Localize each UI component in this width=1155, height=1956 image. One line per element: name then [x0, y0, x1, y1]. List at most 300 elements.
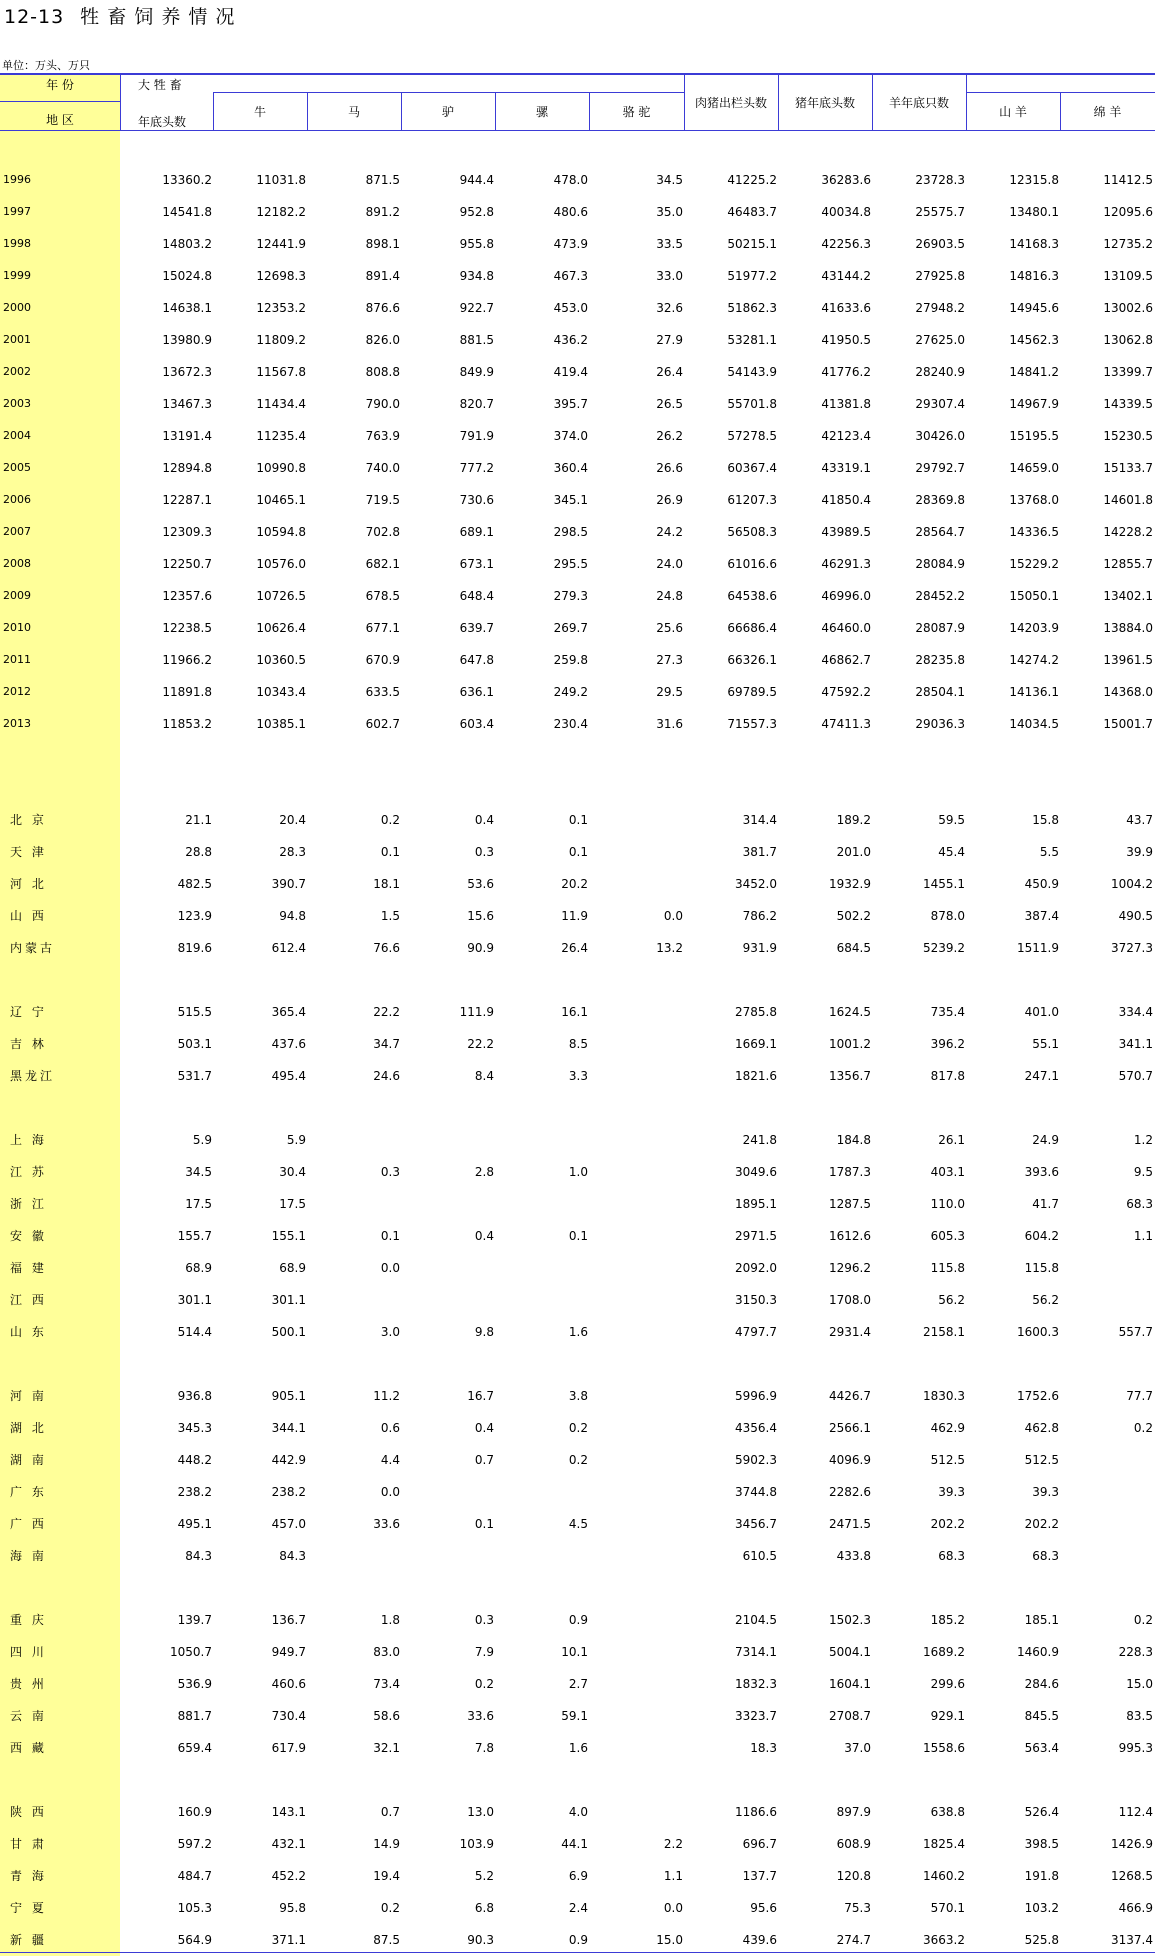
cell-sheep-goats-total: 1689.2 — [923, 1645, 965, 1659]
cell-goats: 15050.1 — [1009, 589, 1059, 603]
region-label: 江 苏 — [10, 1165, 47, 1179]
cell-big-livestock: 14638.1 — [162, 301, 212, 315]
cell-cattle: 10726.5 — [256, 589, 306, 603]
region-label: 吉 林 — [10, 1037, 47, 1051]
cell-hogs-slaughtered: 1832.3 — [735, 1677, 777, 1691]
cell-hogs: 1612.6 — [829, 1229, 871, 1243]
region-label: 天 津 — [10, 845, 47, 859]
cell-mules: 0.2 — [568, 1453, 588, 1467]
cell-horses: 826.0 — [365, 333, 400, 347]
cell-cattle: 612.4 — [271, 941, 306, 955]
cell-mules: 16.1 — [561, 1005, 588, 1019]
cell-mules: 0.1 — [568, 845, 588, 859]
cell-goats: 14967.9 — [1009, 397, 1059, 411]
cell-hogs: 41381.8 — [821, 397, 871, 411]
cell-sheep-goats-total: 28235.8 — [915, 653, 965, 667]
year-label: 1999 — [3, 269, 31, 282]
cell-camels: 33.5 — [656, 237, 683, 251]
cell-horses: 11.2 — [373, 1389, 400, 1403]
cell-hogs: 41850.4 — [821, 493, 871, 507]
cell-hogs-slaughtered: 50215.1 — [727, 237, 777, 251]
cell-donkeys — [404, 1259, 494, 1277]
header-divider-big — [213, 92, 684, 93]
cell-big-livestock: 160.9 — [177, 1805, 212, 1819]
cell-mules: 279.3 — [553, 589, 588, 603]
cell-mules — [498, 1195, 588, 1213]
cell-goats: 398.5 — [1024, 1837, 1059, 1851]
cell-horses: 891.2 — [365, 205, 400, 219]
cell-sheep-goats-total: 23728.3 — [915, 173, 965, 187]
cell-mules: 1.6 — [568, 1741, 588, 1755]
cell-camels: 26.9 — [656, 493, 683, 507]
year-row — [0, 651, 1155, 669]
cell-hogs: 43144.2 — [821, 269, 871, 283]
cell-goats: 14034.5 — [1009, 717, 1059, 731]
cell-camels — [593, 1547, 683, 1565]
cell-mules: 436.2 — [553, 333, 588, 347]
cell-mules: 4.0 — [568, 1805, 588, 1819]
cell-hogs: 2471.5 — [829, 1517, 871, 1531]
cell-hogs: 1787.3 — [829, 1165, 871, 1179]
cell-sheep-goats-total: 25575.7 — [915, 205, 965, 219]
cell-sheep — [1063, 1451, 1153, 1469]
cell-donkeys: 0.2 — [474, 1677, 494, 1691]
cell-big-livestock: 514.4 — [177, 1325, 212, 1339]
cell-sheep: 3137.4 — [1111, 1933, 1153, 1947]
year-label: 2001 — [3, 333, 31, 346]
cell-hogs: 4096.9 — [829, 1453, 871, 1467]
cell-big-livestock: 13467.3 — [162, 397, 212, 411]
cell-hogs-slaughtered: 3049.6 — [735, 1165, 777, 1179]
cell-cattle: 12353.2 — [256, 301, 306, 315]
cell-horses: 33.6 — [373, 1517, 400, 1531]
cell-goats: 24.9 — [1032, 1133, 1059, 1147]
header-sheep-year-end: 羊年底只数 — [888, 96, 949, 110]
cell-camels — [593, 1067, 683, 1085]
cell-sheep-goats-total: 878.0 — [930, 909, 965, 923]
cell-goats: 512.5 — [1024, 1453, 1059, 1467]
cell-sheep-goats-total: 29792.7 — [915, 461, 965, 475]
cell-hogs: 684.5 — [836, 941, 871, 955]
table-title: 牲 畜 饲 养 情 况 — [80, 6, 236, 28]
cell-sheep-goats-total: 30426.0 — [915, 429, 965, 443]
cell-sheep — [1063, 1291, 1153, 1309]
cell-goats: 1511.9 — [1017, 941, 1059, 955]
cell-mules: 1.6 — [568, 1325, 588, 1339]
cell-cattle: 95.8 — [279, 1901, 306, 1915]
cell-cattle: 437.6 — [271, 1037, 306, 1051]
cell-sheep: 1268.5 — [1111, 1869, 1153, 1883]
cell-goats: 12315.8 — [1009, 173, 1059, 187]
cell-camels: 0.0 — [663, 909, 683, 923]
cell-goats: 563.4 — [1024, 1741, 1059, 1755]
cell-cattle: 10343.4 — [256, 685, 306, 699]
cell-hogs: 1356.7 — [829, 1069, 871, 1083]
cell-hogs: 201.0 — [836, 845, 871, 859]
region-row — [0, 1003, 1155, 1021]
cell-hogs: 2566.1 — [829, 1421, 871, 1435]
cell-sheep: 14228.2 — [1103, 525, 1153, 539]
cell-cattle: 500.1 — [271, 1325, 306, 1339]
year-label: 2004 — [3, 429, 31, 442]
cell-camels — [593, 1131, 683, 1149]
table-number: 12-13 — [4, 6, 65, 28]
cell-camels: 31.6 — [656, 717, 683, 731]
cell-sheep: 13402.1 — [1103, 589, 1153, 603]
cell-goats: 56.2 — [1032, 1293, 1059, 1307]
cell-donkeys: 53.6 — [467, 877, 494, 891]
cell-horses: 678.5 — [365, 589, 400, 603]
cell-cattle: 442.9 — [271, 1453, 306, 1467]
cell-donkeys — [404, 1547, 494, 1565]
cell-sheep: 15.0 — [1126, 1677, 1153, 1691]
cell-hogs-slaughtered: 1669.1 — [735, 1037, 777, 1051]
cell-cattle: 28.3 — [279, 845, 306, 859]
cell-mules: 3.3 — [568, 1069, 588, 1083]
cell-goats: 103.2 — [1024, 1901, 1059, 1915]
cell-donkeys: 111.9 — [459, 1005, 494, 1019]
cell-sheep: 3727.3 — [1111, 941, 1153, 955]
cell-sheep-goats-total: 29036.3 — [915, 717, 965, 731]
cell-hogs: 43319.1 — [821, 461, 871, 475]
cell-mules: 0.2 — [568, 1421, 588, 1435]
year-label: 2002 — [3, 365, 31, 378]
cell-hogs: 189.2 — [836, 813, 871, 827]
cell-sheep-goats-total: 299.6 — [930, 1677, 965, 1691]
cell-camels — [593, 1323, 683, 1341]
cell-hogs-slaughtered: 56508.3 — [727, 525, 777, 539]
cell-mules: 4.5 — [568, 1517, 588, 1531]
cell-goats: 1752.6 — [1017, 1389, 1059, 1403]
cell-sheep — [1063, 1483, 1153, 1501]
cell-big-livestock: 13191.4 — [162, 429, 212, 443]
year-row — [0, 459, 1155, 477]
table-bottom-rule — [0, 1952, 1155, 1953]
cell-sheep: 1004.2 — [1111, 877, 1153, 891]
cell-mules — [498, 1547, 588, 1565]
cell-donkeys: 2.8 — [474, 1165, 494, 1179]
cell-camels: 35.0 — [656, 205, 683, 219]
region-label: 陕 西 — [10, 1805, 47, 1819]
cell-camels: 26.2 — [656, 429, 683, 443]
cell-sheep: 12735.2 — [1103, 237, 1153, 251]
cell-donkeys: 689.1 — [459, 525, 494, 539]
cell-horses: 3.0 — [380, 1325, 400, 1339]
cell-donkeys: 648.4 — [459, 589, 494, 603]
cell-hogs: 40034.8 — [821, 205, 871, 219]
cell-hogs: 41776.2 — [821, 365, 871, 379]
cell-camels — [593, 1611, 683, 1629]
cell-big-livestock: 597.2 — [177, 1837, 212, 1851]
cell-hogs: 502.2 — [836, 909, 871, 923]
region-label: 江 西 — [10, 1293, 47, 1307]
cell-cattle: 11031.8 — [256, 173, 306, 187]
year-row — [0, 619, 1155, 637]
cell-cattle: 17.5 — [279, 1197, 306, 1211]
cell-camels — [593, 1163, 683, 1181]
year-label: 2007 — [3, 525, 31, 538]
cell-camels — [593, 1035, 683, 1053]
cell-horses: 76.6 — [373, 941, 400, 955]
cell-goats: 13768.0 — [1009, 493, 1059, 507]
region-label: 广 东 — [10, 1485, 47, 1499]
region-label: 湖 北 — [10, 1421, 47, 1435]
cell-sheep-goats-total: 59.5 — [938, 813, 965, 827]
cell-sheep: 11412.5 — [1103, 173, 1153, 187]
cell-mules: 2.4 — [568, 1901, 588, 1915]
cell-mules: 59.1 — [561, 1709, 588, 1723]
cell-big-livestock: 5.9 — [192, 1133, 212, 1147]
cell-sheep-goats-total: 1825.4 — [923, 1837, 965, 1851]
cell-horses — [310, 1195, 400, 1213]
cell-sheep: 68.3 — [1126, 1197, 1153, 1211]
cell-sheep: 12855.7 — [1103, 557, 1153, 571]
cell-hogs: 42123.4 — [821, 429, 871, 443]
year-label: 1996 — [3, 173, 31, 186]
cell-big-livestock: 564.9 — [177, 1933, 212, 1947]
cell-hogs-slaughtered: 5996.9 — [735, 1389, 777, 1403]
year-row — [0, 171, 1155, 189]
cell-sheep-goats-total: 28564.7 — [915, 525, 965, 539]
cell-sheep: 570.7 — [1118, 1069, 1153, 1083]
cell-mules: 20.2 — [561, 877, 588, 891]
cell-horses: 34.7 — [373, 1037, 400, 1051]
cell-big-livestock: 12357.6 — [162, 589, 212, 603]
cell-hogs: 2931.4 — [829, 1325, 871, 1339]
cell-sheep-goats-total: 29307.4 — [915, 397, 965, 411]
cell-hogs: 47411.3 — [821, 717, 871, 731]
cell-hogs-slaughtered: 69789.5 — [727, 685, 777, 699]
cell-cattle: 10576.0 — [256, 557, 306, 571]
cell-cattle: 11809.2 — [256, 333, 306, 347]
cell-sheep-goats-total: 115.8 — [930, 1261, 965, 1275]
cell-big-livestock: 238.2 — [177, 1485, 212, 1499]
cell-mules: 0.9 — [568, 1933, 588, 1947]
region-label: 宁 夏 — [10, 1901, 47, 1915]
cell-hogs-slaughtered: 57278.5 — [727, 429, 777, 443]
region-label: 北 京 — [10, 813, 47, 827]
cell-cattle: 301.1 — [271, 1293, 306, 1307]
region-row — [0, 1163, 1155, 1181]
cell-mules: 259.8 — [553, 653, 588, 667]
cell-donkeys: 673.1 — [459, 557, 494, 571]
cell-sheep-goats-total: 638.8 — [930, 1805, 965, 1819]
cell-donkeys: 13.0 — [467, 1805, 494, 1819]
cell-sheep-goats-total: 2158.1 — [923, 1325, 965, 1339]
region-label: 新 疆 — [10, 1933, 47, 1947]
cell-hogs-slaughtered: 41225.2 — [727, 173, 777, 187]
region-row — [0, 1067, 1155, 1085]
cell-goats: 191.8 — [1024, 1869, 1059, 1883]
cell-donkeys: 0.3 — [474, 845, 494, 859]
year-row — [0, 363, 1155, 381]
cell-mules: 395.7 — [553, 397, 588, 411]
cell-hogs-slaughtered: 46483.7 — [727, 205, 777, 219]
cell-big-livestock: 819.6 — [177, 941, 212, 955]
cell-horses: 0.0 — [380, 1485, 400, 1499]
region-label: 贵 州 — [10, 1677, 47, 1691]
cell-camels — [593, 1483, 683, 1501]
cell-goats: 15229.2 — [1009, 557, 1059, 571]
cell-cattle: 10990.8 — [256, 461, 306, 475]
cell-donkeys: 849.9 — [459, 365, 494, 379]
cell-sheep: 13961.5 — [1103, 653, 1153, 667]
cell-horses: 19.4 — [373, 1869, 400, 1883]
region-label: 浙 江 — [10, 1197, 47, 1211]
region-row — [0, 1195, 1155, 1213]
cell-goats: 14841.2 — [1009, 365, 1059, 379]
cell-hogs-slaughtered: 2971.5 — [735, 1229, 777, 1243]
cell-hogs-slaughtered: 2785.8 — [735, 1005, 777, 1019]
cell-horses: 1.5 — [380, 909, 400, 923]
cell-sheep-goats-total: 28240.9 — [915, 365, 965, 379]
year-label: 1997 — [3, 205, 31, 218]
cell-cattle: 730.4 — [271, 1709, 306, 1723]
cell-sheep-goats-total: 3663.2 — [923, 1933, 965, 1947]
cell-horses: 677.1 — [365, 621, 400, 635]
cell-horses: 719.5 — [365, 493, 400, 507]
cell-camels: 27.3 — [656, 653, 683, 667]
cell-donkeys: 5.2 — [474, 1869, 494, 1883]
region-label: 西 藏 — [10, 1741, 47, 1755]
region-row — [0, 1931, 1155, 1949]
cell-sheep-goats-total: 28369.8 — [915, 493, 965, 507]
year-row — [0, 491, 1155, 509]
header-goats: 山 羊 — [999, 105, 1027, 119]
cell-cattle: 11434.4 — [256, 397, 306, 411]
cell-cattle: 11567.8 — [256, 365, 306, 379]
cell-mules: 8.5 — [568, 1037, 588, 1051]
cell-horses: 876.6 — [365, 301, 400, 315]
cell-hogs: 120.8 — [836, 1869, 871, 1883]
cell-big-livestock: 484.7 — [177, 1869, 212, 1883]
region-row — [0, 939, 1155, 957]
cell-cattle: 371.1 — [271, 1933, 306, 1947]
cell-horses: 87.5 — [373, 1933, 400, 1947]
cell-big-livestock: 155.7 — [177, 1229, 212, 1243]
cell-goats: 526.4 — [1024, 1805, 1059, 1819]
header-donkey: 驴 — [441, 105, 454, 119]
header-bottom-rule — [0, 130, 1155, 131]
cell-sheep-goats-total: 396.2 — [930, 1037, 965, 1051]
cell-sheep-goats-total: 27625.0 — [915, 333, 965, 347]
region-row — [0, 811, 1155, 829]
cell-big-livestock: 14803.2 — [162, 237, 212, 251]
cell-horses: 4.4 — [380, 1453, 400, 1467]
cell-goats: 14945.6 — [1009, 301, 1059, 315]
cell-big-livestock: 13672.3 — [162, 365, 212, 379]
cell-cattle: 136.7 — [271, 1613, 306, 1627]
cell-horses: 0.0 — [380, 1261, 400, 1275]
cell-camels — [593, 1803, 683, 1821]
cell-hogs: 608.9 — [836, 1837, 871, 1851]
cell-horses: 0.7 — [380, 1805, 400, 1819]
cell-goats: 14136.1 — [1009, 685, 1059, 699]
cell-cattle: 617.9 — [271, 1741, 306, 1755]
year-label: 2009 — [3, 589, 31, 602]
cell-camels: 24.0 — [656, 557, 683, 571]
year-row — [0, 555, 1155, 573]
cell-sheep: 77.7 — [1126, 1389, 1153, 1403]
cell-big-livestock: 139.7 — [177, 1613, 212, 1627]
cell-cattle: 390.7 — [271, 877, 306, 891]
cell-sheep: 228.3 — [1118, 1645, 1153, 1659]
year-label: 2008 — [3, 557, 31, 570]
cell-sheep: 13002.6 — [1103, 301, 1153, 315]
cell-big-livestock: 11853.2 — [162, 717, 212, 731]
cell-hogs: 41950.5 — [821, 333, 871, 347]
year-row — [0, 267, 1155, 285]
year-label: 2000 — [3, 301, 31, 314]
cell-donkeys: 103.9 — [459, 1837, 494, 1851]
year-row — [0, 523, 1155, 541]
region-row — [0, 843, 1155, 861]
cell-horses: 808.8 — [365, 365, 400, 379]
region-row — [0, 1611, 1155, 1629]
cell-mules: 269.7 — [553, 621, 588, 635]
cell-camels — [593, 1643, 683, 1661]
cell-camels — [593, 1291, 683, 1309]
cell-sheep: 13109.5 — [1103, 269, 1153, 283]
cell-camels: 0.0 — [663, 1901, 683, 1915]
cell-sheep: 490.5 — [1118, 909, 1153, 923]
cell-hogs: 1001.2 — [829, 1037, 871, 1051]
cell-mules — [498, 1291, 588, 1309]
cell-camels — [593, 1003, 683, 1021]
cell-cattle: 10594.8 — [256, 525, 306, 539]
cell-sheep — [1063, 1259, 1153, 1277]
cell-mules: 453.0 — [553, 301, 588, 315]
cell-camels: 29.5 — [656, 685, 683, 699]
year-label: 2013 — [3, 717, 31, 730]
cell-sheep-goats-total: 1830.3 — [923, 1389, 965, 1403]
cell-sheep-goats-total: 45.4 — [938, 845, 965, 859]
cell-sheep-goats-total: 27925.8 — [915, 269, 965, 283]
year-row — [0, 427, 1155, 445]
year-row — [0, 715, 1155, 733]
cell-big-livestock: 84.3 — [185, 1549, 212, 1563]
cell-sheep-goats-total: 512.5 — [930, 1453, 965, 1467]
cell-sheep-goats-total: 735.4 — [930, 1005, 965, 1019]
cell-sheep-goats-total: 28504.1 — [915, 685, 965, 699]
cell-sheep-goats-total: 817.8 — [930, 1069, 965, 1083]
cell-horses: 0.1 — [380, 845, 400, 859]
cell-cattle: 11235.4 — [256, 429, 306, 443]
year-row — [0, 331, 1155, 349]
cell-camels — [593, 1227, 683, 1245]
cell-cattle: 20.4 — [279, 813, 306, 827]
cell-hogs: 42256.3 — [821, 237, 871, 251]
cell-big-livestock: 14541.8 — [162, 205, 212, 219]
cell-sheep-goats-total: 605.3 — [930, 1229, 965, 1243]
cell-hogs: 1604.1 — [829, 1677, 871, 1691]
cell-hogs: 47592.2 — [821, 685, 871, 699]
cell-hogs-slaughtered: 64538.6 — [727, 589, 777, 603]
cell-big-livestock: 345.3 — [177, 1421, 212, 1435]
region-row — [0, 1547, 1155, 1565]
cell-goats: 14816.3 — [1009, 269, 1059, 283]
cell-sheep-goats-total: 929.1 — [930, 1709, 965, 1723]
cell-goats: 284.6 — [1024, 1677, 1059, 1691]
cell-camels — [593, 1675, 683, 1693]
cell-sheep: 15001.7 — [1103, 717, 1153, 731]
region-label: 广 西 — [10, 1517, 47, 1531]
cell-mules: 419.4 — [553, 365, 588, 379]
cell-cattle: 495.4 — [271, 1069, 306, 1083]
region-row — [0, 1419, 1155, 1437]
cell-camels: 26.5 — [656, 397, 683, 411]
cell-horses — [310, 1547, 400, 1565]
